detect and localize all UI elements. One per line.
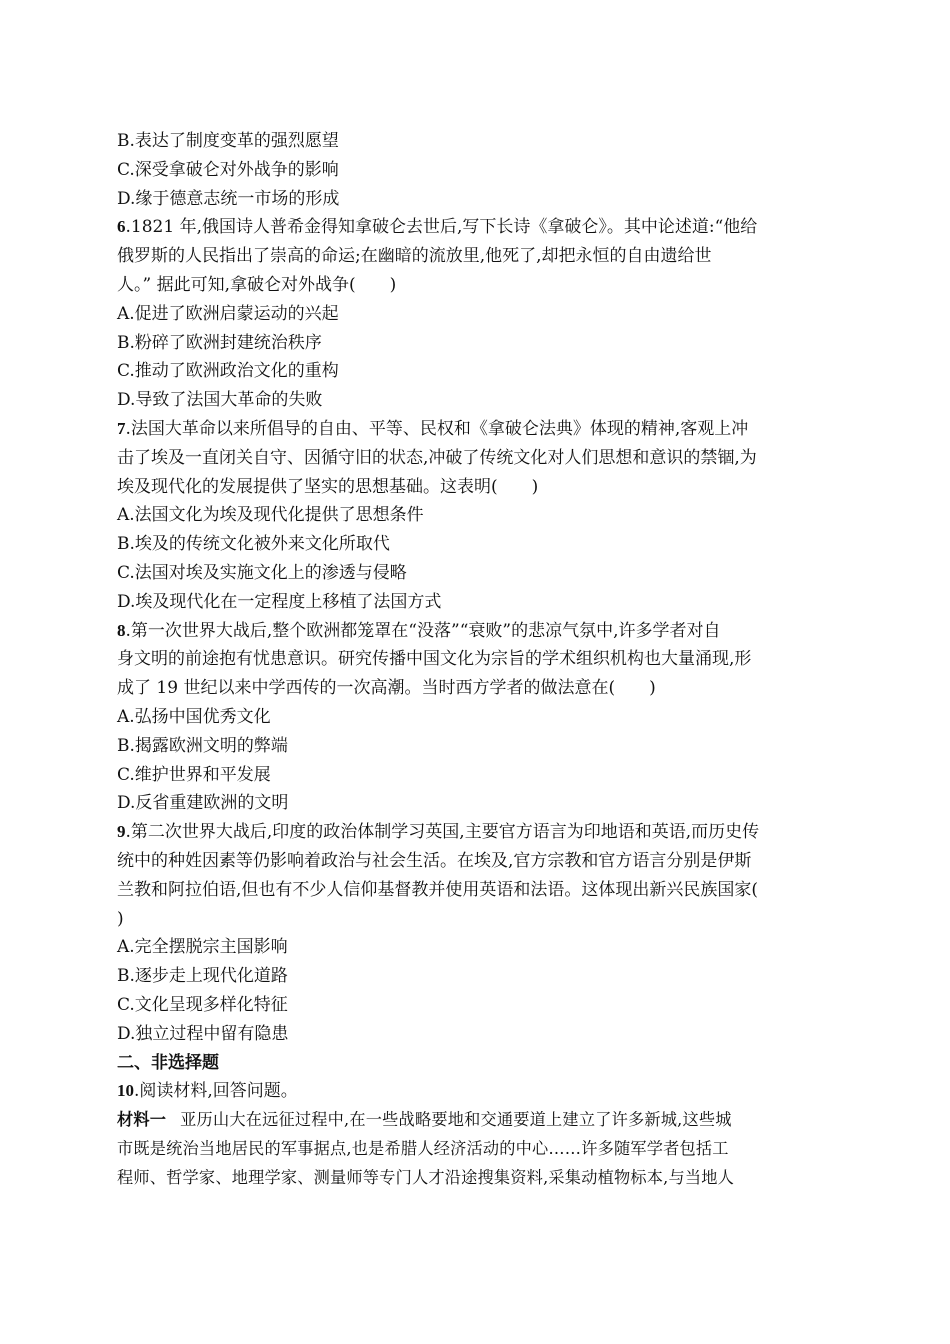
q10-number: 10 xyxy=(117,1081,134,1101)
q6-stem-line-3: 人。” 据此可知,拿破仑对外战争( ) xyxy=(117,274,397,295)
q9-option-b: B.逐步走上现代化道路 xyxy=(117,966,288,987)
q9-stem-line-2: 统中的种姓因素等仍影响着政治与社会生活。在埃及,官方宗教和官方语言分别是伊斯 xyxy=(117,850,752,871)
q7-number: 7 xyxy=(117,418,126,438)
q8-option-a: A.弘扬中国优秀文化 xyxy=(117,706,271,727)
q6-option-c: C.推动了欧洲政治文化的重构 xyxy=(117,361,339,382)
q7-stem-line-3: 埃及现代化的发展提供了坚实的思想基础。这表明( ) xyxy=(117,476,539,497)
q6-option-a: A.促进了欧洲启蒙运动的兴起 xyxy=(117,303,339,324)
q8-option-c: C.维护世界和平发展 xyxy=(117,764,271,785)
q6-stem-line-1: 6.1821 年,俄国诗人普希金得知拿破仑去世后,写下长诗《拿破仑》。其中论述道:“他给 xyxy=(117,217,758,238)
q7-stem-line-1: 7.法国大革命以来所倡导的自由、平等、民权和《拿破仑法典》体现的精神,客观上冲 xyxy=(117,418,749,439)
q8-number: 8 xyxy=(117,620,126,640)
q8-option-b: B.揭露欧洲文明的弊端 xyxy=(117,735,288,756)
material-line-2: 市既是统治当地居民的军事据点,也是希腊人经济活动的中心……许多随军学者包括工 xyxy=(117,1138,729,1158)
q7-option-a: A.法国文化为埃及现代化提供了思想条件 xyxy=(117,505,424,526)
q8-stem-line-2: 身文明的前途抱有忧患意识。研究传播中国文化为宗旨的学术组织机构也大量涌现,形 xyxy=(117,649,752,670)
q7-option-b: B.埃及的传统文化被外来文化所取代 xyxy=(117,534,390,555)
q8-option-d: D.反省重建欧洲的文明 xyxy=(117,793,289,814)
section-heading: 二、非选择题 xyxy=(117,1052,219,1073)
q8-stem-line-1: 8.第一次世界大战后,整个欧洲都笼罩在“没落”“衰败”的悲凉气氛中,许多学者对自 xyxy=(117,620,721,641)
q8-stem-line-3: 成了 19 世纪以来中学西传的一次高潮。当时西方学者的做法意在( ) xyxy=(117,678,656,699)
q10-stem: 10.阅读材料,回答问题。 xyxy=(117,1081,298,1102)
material-line-3: 程师、哲学家、地理学家、测量师等专门人才沿途搜集资料,采集动植物标本,与当地人 xyxy=(117,1167,735,1187)
q7-option-c: C.法国对埃及实施文化上的渗透与侵略 xyxy=(117,562,407,583)
q9-option-c: C.文化呈现多样化特征 xyxy=(117,994,288,1015)
q9-stem-line-4: ) xyxy=(117,908,124,929)
q6-number: 6 xyxy=(117,217,126,237)
q6-stem-line-2: 俄罗斯的人民指出了崇高的命运;在幽暗的流放里,他死了,却把永恒的自由遗给世 xyxy=(117,246,712,267)
q5-option-b: B.表达了制度变革的强烈愿望 xyxy=(117,131,339,151)
q6-option-b: B.粉碎了欧洲封建统治秩序 xyxy=(117,332,322,353)
q9-number: 9 xyxy=(117,822,126,842)
material-label: 材料一 xyxy=(117,1110,167,1130)
q5-option-d: D.缘于德意志统一市场的形成 xyxy=(117,188,340,209)
q5-option-c: C.深受拿破仑对外战争的影响 xyxy=(117,159,339,180)
q6-option-d: D.导致了法国大革命的失败 xyxy=(117,390,323,411)
q9-stem-line-1: 9.第二次世界大战后,印度的政治体制学习英国,主要官方语言为印地语和英语,而历史传 xyxy=(117,822,760,843)
page-content xyxy=(117,127,835,1192)
q9-stem-line-3: 兰教和阿拉伯语,但也有不少人信仰基督教并使用英语和法语。这体现出新兴民族国家( xyxy=(117,879,759,900)
material-line-1: 材料一 亚历山大在远征过程中,在一些战略要地和交通要道上建立了许多新城,这些城 xyxy=(117,1110,732,1130)
q9-option-d: D.独立过程中留有隐患 xyxy=(117,1023,289,1044)
q7-stem-line-2: 击了埃及一直闭关自守、因循守旧的状态,冲破了传统文化对人们思想和意识的禁锢,为 xyxy=(117,447,757,468)
q7-option-d: D.埃及现代化在一定程度上移植了法国方式 xyxy=(117,591,442,612)
q10-material-1 xyxy=(117,1106,835,1192)
q9-option-a: A.完全摆脱宗主国影响 xyxy=(117,937,288,958)
